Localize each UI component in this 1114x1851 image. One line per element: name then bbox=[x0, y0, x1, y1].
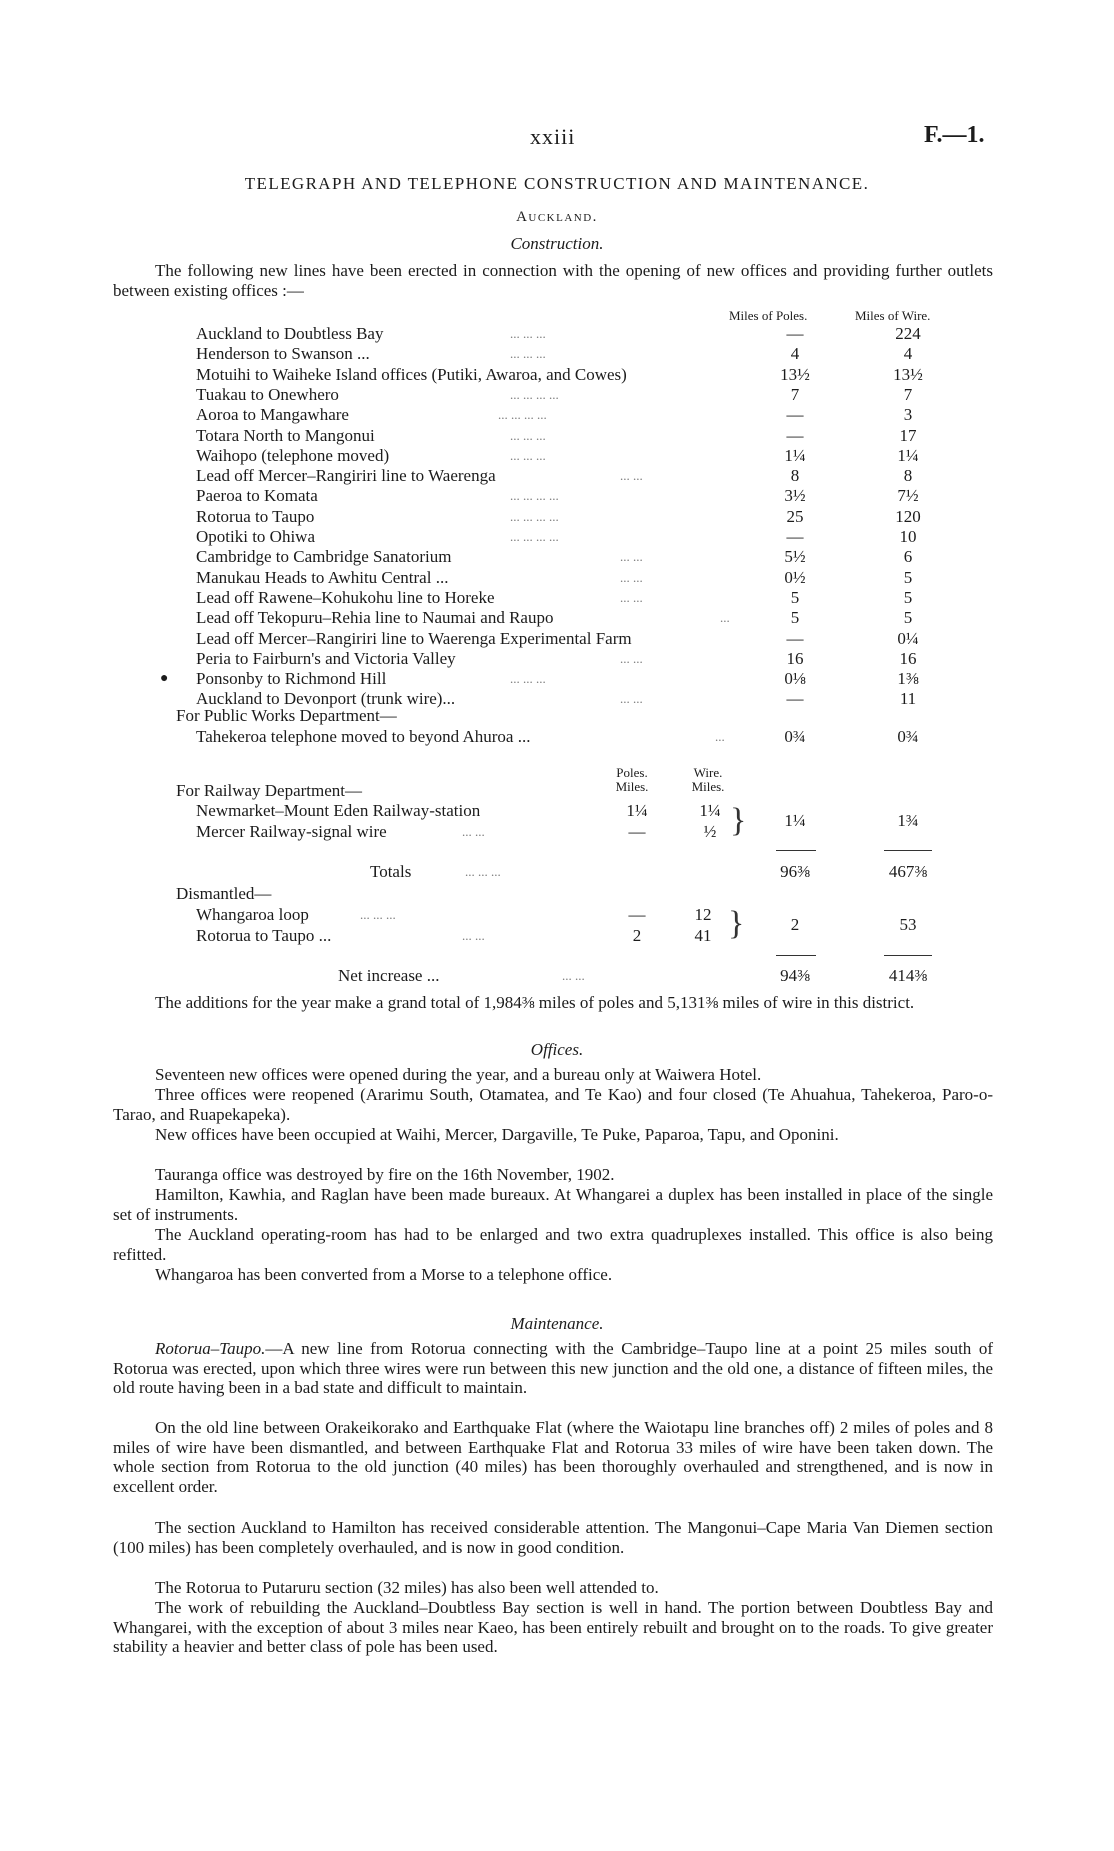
dismantled-total-poles: 2 bbox=[790, 915, 800, 934]
offices-heading: Offices. bbox=[530, 1040, 584, 1059]
railway-subheader-wire bbox=[682, 766, 734, 794]
construction-heading: Construction. bbox=[510, 234, 604, 253]
railway-subheader-poles-label: Poles. bbox=[616, 765, 648, 780]
line-poles: — bbox=[786, 527, 804, 546]
line-leader-dots: ... ... ... ... bbox=[510, 509, 559, 524]
maintenance-paragraph: The section Auckland to Hamilton has received considerable attention. The Mangonui–Cape Maria Van Diemen section (100 miles) has been completely overhauled, and is now in good condition. bbox=[113, 1518, 993, 1557]
line-leader-dots: ... ... ... ... bbox=[510, 529, 559, 544]
line-wire: 7½ bbox=[897, 486, 919, 505]
line-wire: 16 bbox=[899, 649, 917, 668]
public-works-heading: For Public Works Department— bbox=[176, 706, 397, 725]
construction-summary: The additions for the year make a grand total of 1,984⅜ miles of poles and 5,131⅜ miles of wire in this district. bbox=[155, 993, 915, 1012]
net-increase-label: Net increase ... bbox=[338, 966, 440, 985]
offices-paragraph: Seventeen new offices were opened during the year, and a bureau only at Waiwera Hotel. bbox=[155, 1065, 762, 1084]
railway-subheader-poles-unit: Miles. bbox=[615, 779, 649, 794]
railway-brace: } bbox=[730, 802, 747, 839]
totals-dots: ... ... ... bbox=[465, 864, 501, 879]
totals-poles: 96⅜ bbox=[780, 862, 810, 881]
railway-item-wire: ½ bbox=[703, 822, 717, 841]
line-poles: — bbox=[786, 324, 804, 343]
line-leader-dots: ... ... ... bbox=[510, 671, 546, 686]
dismantled-item-wire: 41 bbox=[694, 926, 712, 945]
line-poles: 0⅛ bbox=[784, 669, 806, 688]
line-wire: 7 bbox=[903, 385, 913, 404]
line-name: Auckland to Devonport (trunk wire)... bbox=[196, 689, 456, 708]
line-poles: 8 bbox=[790, 466, 800, 485]
dismantled-item-name: Whangaroa loop bbox=[196, 905, 309, 924]
column-header-wire: Miles of Wire. bbox=[855, 308, 931, 323]
line-leader-dots: ... ... bbox=[620, 691, 643, 706]
line-name: Waihopo (telephone moved) bbox=[196, 446, 390, 465]
offices-paragraph: Tauranga office was destroyed by fire on the 16th November, 1902. bbox=[155, 1165, 615, 1184]
railway-item-dots: ... ... bbox=[462, 824, 485, 839]
line-name: Lead off Rawene–Kohukohu line to Horeke bbox=[196, 588, 495, 607]
line-name: Lead off Mercer–Rangiriri line to Waerenga bbox=[196, 466, 496, 485]
dismantled-brace: } bbox=[728, 905, 745, 942]
line-poles: 5½ bbox=[784, 547, 806, 566]
construction-intro: The following new lines have been erected in connection with the opening of new offices and providing further outlets between existing offices :— bbox=[113, 261, 993, 300]
line-leader-dots: ... bbox=[720, 610, 730, 625]
line-leader-dots: ... ... ... ... bbox=[510, 488, 559, 503]
line-name: Ponsonby to Richmond Hill bbox=[196, 669, 387, 688]
line-poles: 1¼ bbox=[784, 446, 806, 465]
line-name: Tuakau to Onewhero bbox=[196, 385, 339, 404]
line-poles: — bbox=[786, 689, 804, 708]
railway-item-poles: — bbox=[628, 822, 646, 841]
line-name: Cambridge to Cambridge Sanatorium bbox=[196, 547, 452, 566]
maintenance-paragraph: The work of rebuilding the Auckland–Doubtless Bay section is well in hand. The portion between Doubtless Bay and Whangarei, with the exception of about 3 miles near Kaeo, has been entirely rebuilt and brought on to the roads. To give greater stability a heavier and better class of pole has been used. bbox=[113, 1598, 993, 1656]
railway-subheader-wire-label: Wire. bbox=[693, 765, 723, 780]
offices-paragraph: Three offices were reopened (Ararimu South, Otamatea, and Te Kao) and four closed (Te Ahuahua, Tahekeroa, Paro-o-Tarao, and Ruapekapeka). bbox=[113, 1085, 993, 1124]
line-wire: 1⅜ bbox=[897, 669, 919, 688]
dismantled-item-poles: 2 bbox=[632, 926, 642, 945]
net-increase-dots: ... ... bbox=[562, 968, 585, 983]
subtotal-rule bbox=[776, 850, 816, 851]
line-name: Paeroa to Komata bbox=[196, 486, 318, 505]
line-name: Totara North to Mangonui bbox=[196, 426, 375, 445]
line-poles: 0½ bbox=[784, 568, 806, 587]
net-increase-poles: 94⅜ bbox=[780, 966, 810, 985]
line-wire: 120 bbox=[895, 507, 921, 526]
line-wire: 5 bbox=[903, 588, 913, 607]
line-wire: 5 bbox=[903, 568, 913, 587]
line-name: Opotiki to Ohiwa bbox=[196, 527, 315, 546]
line-poles: — bbox=[786, 629, 804, 648]
public-works-wire: 0¾ bbox=[897, 727, 919, 746]
line-poles: 25 bbox=[786, 507, 804, 526]
offices-paragraph: New offices have been occupied at Waihi, Mercer, Dargaville, Te Puke, Paparoa, Tapu, and Oponini. bbox=[155, 1125, 839, 1144]
line-wire: 5 bbox=[903, 608, 913, 627]
offices-paragraph: Hamilton, Kawhia, and Raglan have been made bureaux. At Whangarei a duplex has been installed in place of the single set of instruments. bbox=[113, 1185, 993, 1224]
line-wire: 6 bbox=[903, 547, 913, 566]
district-heading: Auckland. bbox=[516, 209, 598, 225]
line-wire: 4 bbox=[903, 344, 913, 363]
paper-reference: F.—1. bbox=[924, 122, 985, 148]
maintenance-paragraph: The Rotorua to Putaruru section (32 miles) has also been well attended to. bbox=[155, 1578, 659, 1597]
dismantled-total-wire: 53 bbox=[899, 915, 917, 934]
line-leader-dots: ... ... bbox=[620, 651, 643, 666]
line-wire: 1¼ bbox=[897, 446, 919, 465]
page-title: TELEGRAPH AND TELEPHONE CONSTRUCTION AND MAINTENANCE. bbox=[244, 174, 870, 193]
line-poles: 5 bbox=[790, 608, 800, 627]
line-leader-dots: ... ... ... bbox=[510, 326, 546, 341]
line-name: Aoroa to Mangawhare bbox=[196, 405, 349, 424]
line-name: Rotorua to Taupo bbox=[196, 507, 315, 526]
line-poles: 16 bbox=[786, 649, 804, 668]
offices-paragraph: The Auckland operating-room has had to be enlarged and two extra quadruplexes installed. This office is also being refitted. bbox=[113, 1225, 993, 1264]
maintenance-heading: Maintenance. bbox=[510, 1314, 604, 1333]
dismantled-item-name: Rotorua to Taupo ... bbox=[196, 926, 332, 945]
maintenance-paragraph: On the old line between Orakeikorako and Earthquake Flat (where the Waiotapu line branches off) 2 miles of poles and 8 miles of wire have been dismantled, and between Earthquake Flat and Rotorua 33 miles of wire have been taken down. The whole section from Rotorua to the old junction (40 miles) has been thoroughly overhauled and strengthened, and is now in excellent order. bbox=[113, 1418, 993, 1496]
net-rule bbox=[776, 955, 816, 956]
margin-bullet-mark: ● bbox=[160, 671, 169, 686]
line-wire: 0¼ bbox=[897, 629, 919, 648]
line-wire: 3 bbox=[903, 405, 913, 424]
maintenance-lead-title: Rotorua–Taupo. bbox=[155, 1339, 266, 1358]
line-leader-dots: ... ... ... ... bbox=[510, 387, 559, 402]
line-name: Auckland to Doubtless Bay bbox=[196, 324, 384, 343]
page-number: xxiii bbox=[530, 124, 576, 149]
railway-item-name: Mercer Railway-signal wire bbox=[196, 822, 387, 841]
line-poles: — bbox=[786, 426, 804, 445]
line-wire: 10 bbox=[899, 527, 917, 546]
line-poles: 5 bbox=[790, 588, 800, 607]
totals-wire: 467⅜ bbox=[888, 862, 928, 881]
line-name: Motuihi to Waiheke Island offices (Putiki, Awaroa, and Cowes) bbox=[196, 365, 627, 384]
line-poles: — bbox=[786, 405, 804, 424]
dismantled-heading: Dismantled— bbox=[176, 884, 272, 903]
public-works-dots: ... bbox=[715, 729, 725, 744]
column-header-poles: Miles of Poles. bbox=[729, 308, 808, 323]
line-wire: 8 bbox=[903, 466, 913, 485]
line-poles: 3½ bbox=[784, 486, 806, 505]
public-works-name: Tahekeroa telephone moved to beyond Ahuroa ... bbox=[196, 727, 531, 746]
net-increase-wire: 414⅜ bbox=[888, 966, 928, 985]
dismantled-item-poles: — bbox=[628, 905, 646, 924]
railway-total-poles: 1¼ bbox=[784, 811, 806, 830]
line-leader-dots: ... ... ... ... bbox=[498, 407, 547, 422]
maintenance-lead-text: —A new line from Rotorua connecting with the Cambridge–Taupo line at a point 25 miles south of Rotorua was erected, upon which three wires were run between this new junction and the old one, a distance of fifteen miles, the old route having been in a bad state and difficult to maintain. bbox=[113, 1339, 993, 1397]
line-wire: 17 bbox=[899, 426, 917, 445]
line-wire: 224 bbox=[895, 324, 921, 343]
line-leader-dots: ... ... bbox=[620, 549, 643, 564]
railway-subheader-poles bbox=[604, 766, 660, 794]
maintenance-lead-paragraph bbox=[113, 1339, 993, 1398]
line-name: Lead off Mercer–Rangiriri line to Waerenga Experimental Farm bbox=[196, 629, 632, 648]
line-poles: 4 bbox=[790, 344, 800, 363]
line-leader-dots: ... ... ... bbox=[510, 448, 546, 463]
line-name: Henderson to Swanson ... bbox=[196, 344, 370, 363]
dismantled-item-wire: 12 bbox=[694, 905, 712, 924]
railway-subheader-wire-unit: Miles. bbox=[691, 779, 725, 794]
line-wire: 11 bbox=[899, 689, 917, 708]
railway-item-name: Newmarket–Mount Eden Railway-station bbox=[196, 801, 481, 820]
railway-heading: For Railway Department— bbox=[176, 781, 363, 800]
line-leader-dots: ... ... ... bbox=[510, 346, 546, 361]
line-leader-dots: ... ... bbox=[620, 468, 643, 483]
subtotal-rule bbox=[884, 850, 932, 851]
totals-label: Totals bbox=[370, 862, 412, 881]
railway-item-poles: 1¼ bbox=[626, 801, 648, 820]
public-works-poles: 0¾ bbox=[784, 727, 806, 746]
railway-total-wire: 1¾ bbox=[897, 811, 919, 830]
line-poles: 7 bbox=[790, 385, 800, 404]
line-leader-dots: ... ... bbox=[620, 570, 643, 585]
line-name: Peria to Fairburn's and Victoria Valley bbox=[196, 649, 456, 668]
line-leader-dots: ... ... ... bbox=[510, 428, 546, 443]
line-wire: 13½ bbox=[893, 365, 923, 384]
dismantled-item-dots: ... ... ... bbox=[360, 907, 396, 922]
line-poles: 13½ bbox=[780, 365, 810, 384]
line-name: Manukau Heads to Awhitu Central ... bbox=[196, 568, 449, 587]
line-name: Lead off Tekopuru–Rehia line to Naumai and Raupo bbox=[196, 608, 554, 627]
railway-item-wire: 1¼ bbox=[699, 801, 721, 820]
net-rule bbox=[884, 955, 932, 956]
offices-paragraph: Whangaroa has been converted from a Morse to a telephone office. bbox=[155, 1265, 613, 1284]
line-leader-dots: ... ... bbox=[620, 590, 643, 605]
dismantled-item-dots: ... ... bbox=[462, 928, 485, 943]
